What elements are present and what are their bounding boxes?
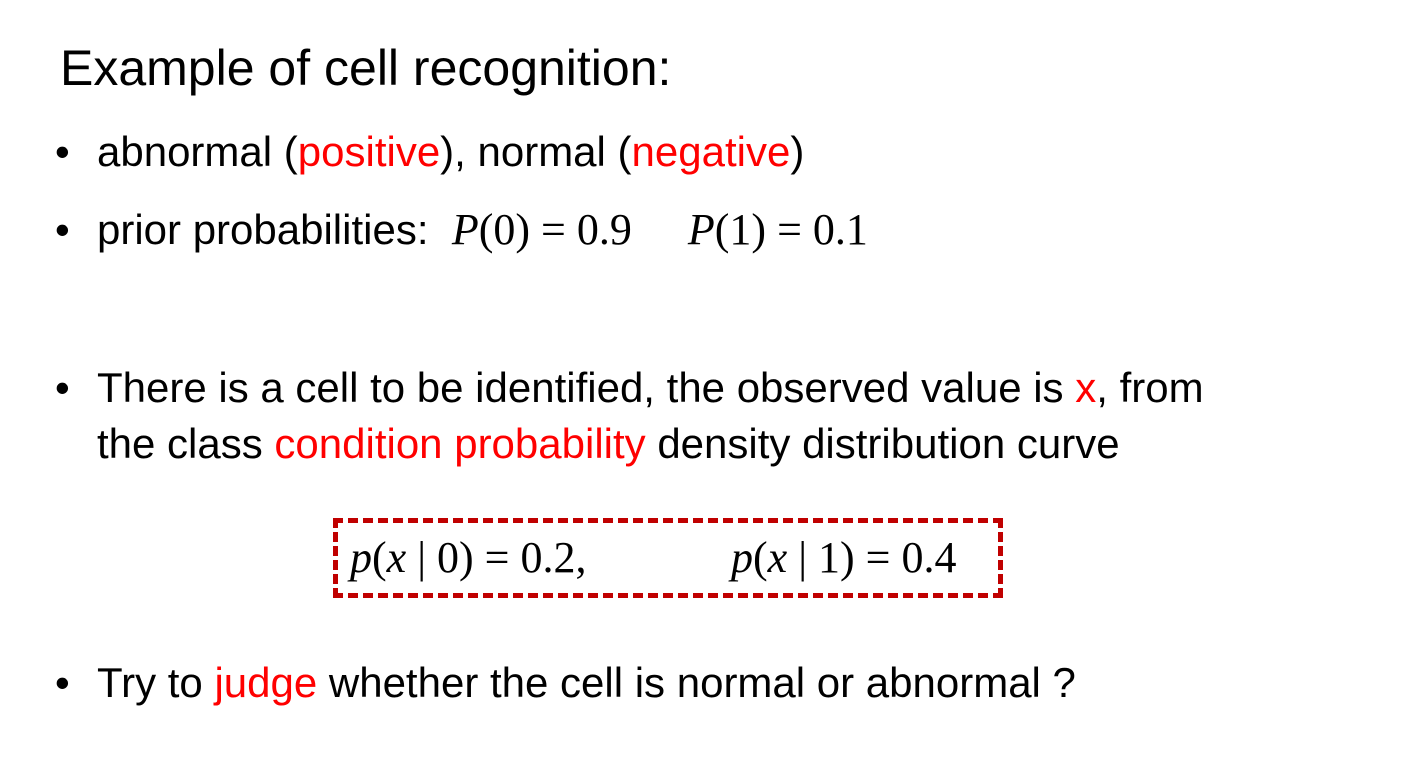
highlight-positive: positive (297, 128, 441, 175)
math-var: x (767, 533, 788, 582)
bullet-prior-probabilities (55, 202, 868, 258)
math-given: | 1) (787, 533, 855, 582)
text-segment: ), normal ( (440, 128, 632, 175)
math-fn: p (731, 533, 753, 582)
text-segment: Try to (97, 659, 215, 706)
math-given: | 0) (406, 533, 474, 582)
prior-equation-0 (452, 205, 632, 254)
math-var: x (386, 533, 407, 582)
text-segment: ) (790, 128, 805, 175)
slide-title: Example of cell recognition: (60, 40, 672, 96)
prior-label: prior probabilities: (97, 206, 429, 253)
text-segment: abnormal ( (97, 128, 298, 175)
math-op: = (473, 533, 521, 582)
text-segment: whether the cell is normal or abnormal ? (317, 659, 1076, 706)
bullet-text (97, 202, 868, 258)
text-segment: density distribution curve (645, 420, 1120, 467)
bullet-text (97, 124, 804, 180)
math-op: = (530, 205, 577, 254)
bullet-icon: • (55, 659, 70, 706)
math-val: 0.4 (901, 533, 957, 582)
math-paren: ( (372, 533, 387, 582)
math-op: = (854, 533, 902, 582)
bullet-text (97, 360, 1204, 416)
bullet-text (97, 655, 1076, 711)
math-fn: P (687, 205, 715, 254)
bullet-judge (55, 655, 1076, 711)
math-val: 0.2, (520, 533, 587, 582)
math-arg: (0) (478, 205, 531, 254)
text-segment: There is a cell to be identified, the observed value is (97, 364, 1076, 411)
highlight-condition-probability: condition probability (274, 420, 646, 467)
math-val: 0.9 (576, 205, 632, 254)
text-segment: , from (1096, 364, 1204, 411)
highlight-negative: negative (631, 128, 791, 175)
bullet-icon: • (55, 364, 70, 411)
likelihood-equation-0 (350, 523, 586, 593)
bullet-positive-negative (55, 124, 804, 180)
math-op: = (766, 205, 813, 254)
text-segment: the class (97, 420, 275, 467)
math-val: 0.1 (812, 205, 868, 254)
highlight-judge: judge (214, 659, 318, 706)
bullet-observed-value (55, 360, 1204, 416)
highlight-x: x (1075, 364, 1097, 411)
bullet-icon: • (55, 206, 70, 253)
bullet-icon: • (55, 128, 70, 175)
likelihood-equation-1 (731, 523, 956, 593)
prior-equation-1 (688, 205, 868, 254)
math-paren: ( (753, 533, 768, 582)
math-fn: P (451, 205, 479, 254)
bullet-observed-value-continuation (97, 416, 1120, 472)
math-fn: p (350, 533, 372, 582)
math-arg: (1) (714, 205, 767, 254)
likelihood-equation-box (333, 518, 1003, 598)
